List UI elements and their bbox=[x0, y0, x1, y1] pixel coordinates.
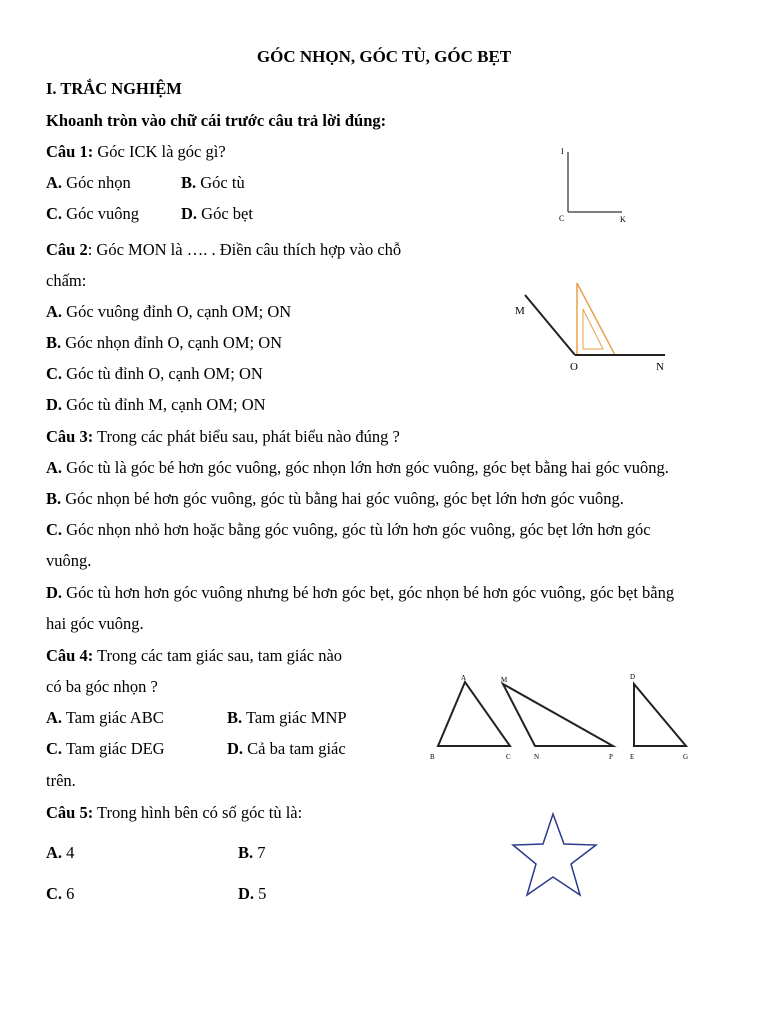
q2-option-c[interactable] bbox=[46, 364, 263, 384]
option-letter: D. bbox=[227, 739, 244, 758]
label-g: G bbox=[683, 753, 689, 761]
option-letter: C. bbox=[46, 364, 63, 383]
q4-option-d[interactable] bbox=[227, 739, 346, 759]
label-p: P bbox=[609, 753, 613, 761]
q4-option-d-cont: trên. bbox=[46, 771, 76, 790]
option-letter: B. bbox=[46, 333, 62, 352]
q5-option-c[interactable] bbox=[46, 884, 74, 904]
option-text: Góc tù bbox=[200, 173, 245, 192]
option-text: Góc nhọn bbox=[66, 173, 131, 192]
option-letter: B. bbox=[238, 843, 254, 862]
label-b: B bbox=[430, 753, 435, 761]
option-text: Góc tù đỉnh M, cạnh OM; ON bbox=[66, 395, 266, 414]
label-n: N bbox=[656, 361, 664, 373]
q1-option-d[interactable] bbox=[181, 204, 253, 224]
option-text: Góc tù hơn hơn góc vuông nhưng bé hơn góc bẹt, góc nhọn bé hơn góc vuông, góc bẹt bằng bbox=[66, 583, 675, 602]
triangles-figure bbox=[425, 670, 700, 765]
q4-option-a[interactable] bbox=[46, 708, 164, 728]
q3-option-a[interactable] bbox=[46, 458, 669, 478]
option-text: Góc nhọn bé hơn góc vuông, góc tù bằng hai góc vuông, góc bẹt lớn hơn góc vuông. bbox=[65, 489, 624, 508]
q4-label: Câu 4: bbox=[46, 646, 94, 665]
label-c2: C bbox=[506, 753, 511, 761]
q2-prompt bbox=[46, 240, 401, 260]
option-text: Góc tù là góc bé hơn góc vuông, góc nhọn lớn hơn góc vuông, góc bẹt bằng hai góc vuông. bbox=[66, 458, 669, 477]
option-text: 6 bbox=[66, 884, 75, 903]
q2-prompt-cont: chấm: bbox=[46, 271, 87, 290]
label-k: K bbox=[620, 215, 626, 224]
q3-option-c-cont: vuông. bbox=[46, 551, 92, 570]
q1-label: Câu 1: bbox=[46, 142, 94, 161]
q1-option-b[interactable] bbox=[181, 173, 245, 193]
q3-option-b[interactable] bbox=[46, 489, 624, 509]
option-letter: A. bbox=[46, 173, 63, 192]
option-letter: D. bbox=[46, 395, 63, 414]
option-letter: A. bbox=[46, 458, 63, 477]
option-letter: C. bbox=[46, 520, 63, 539]
label-o: O bbox=[570, 361, 578, 373]
q3-option-c[interactable] bbox=[46, 520, 651, 540]
option-text: Góc vuông bbox=[66, 204, 140, 223]
triangle-mnp bbox=[503, 684, 613, 746]
option-text: 5 bbox=[258, 884, 267, 903]
option-text: 7 bbox=[257, 843, 266, 862]
option-text: Góc bẹt bbox=[201, 204, 253, 223]
star-shape bbox=[513, 814, 596, 895]
option-text: 4 bbox=[66, 843, 75, 862]
q3-label: Câu 3: bbox=[46, 427, 94, 446]
option-text: Góc nhọn đỉnh O, cạnh OM; ON bbox=[65, 333, 283, 352]
q3-option-d-cont: hai góc vuông. bbox=[46, 614, 144, 633]
option-text: Cả ba tam giác bbox=[247, 739, 346, 758]
label-e: E bbox=[630, 753, 635, 761]
option-text: Tam giác MNP bbox=[245, 708, 347, 727]
q4-prompt-cont: có ba góc nhọn ? bbox=[46, 677, 158, 696]
q3-option-d[interactable] bbox=[46, 583, 674, 603]
q4-text: Trong các tam giác sau, tam giác nào bbox=[97, 646, 343, 665]
q4-option-b[interactable] bbox=[227, 708, 347, 728]
option-text: Tam giác DEG bbox=[65, 739, 165, 758]
option-letter: B. bbox=[181, 173, 197, 192]
label-m2: M bbox=[501, 676, 508, 684]
worksheet-title: GÓC NHỌN, GÓC TÙ, GÓC BẸT bbox=[256, 47, 512, 66]
q5-prompt bbox=[46, 803, 302, 823]
q2-option-d[interactable] bbox=[46, 395, 266, 415]
option-letter: A. bbox=[46, 302, 63, 321]
q4-prompt bbox=[46, 646, 342, 666]
q5-text: Trong hình bên có số góc tù là: bbox=[97, 803, 303, 822]
label-d: D bbox=[630, 673, 636, 681]
section-heading: I. TRẮC NGHIỆM bbox=[46, 79, 182, 98]
option-text: Góc vuông đỉnh O, cạnh OM; ON bbox=[66, 302, 292, 321]
triangle-deg bbox=[634, 684, 686, 746]
option-letter: B. bbox=[227, 708, 243, 727]
option-letter: B. bbox=[46, 489, 62, 508]
q1-option-a[interactable] bbox=[46, 173, 131, 193]
q5-label: Câu 5: bbox=[46, 803, 94, 822]
option-letter: C. bbox=[46, 204, 63, 223]
label-n2: N bbox=[534, 753, 540, 761]
q1-text: Góc ICK là góc gì? bbox=[97, 142, 226, 161]
q2-label: Câu 2 bbox=[46, 240, 88, 259]
option-text: Góc nhọn nhỏ hơn hoặc bằng góc vuông, góc tù lớn hơn góc vuông, góc bẹt lớn hơn góc bbox=[66, 520, 651, 539]
option-letter: A. bbox=[46, 708, 63, 727]
label-m: M bbox=[515, 305, 525, 317]
q2-text: : Góc MON là …. . Điền câu thích hợp vào chỗ bbox=[87, 240, 402, 259]
option-letter: C. bbox=[46, 739, 63, 758]
label-c: C bbox=[559, 214, 565, 223]
set-square-inner bbox=[583, 309, 603, 349]
q2-option-a[interactable] bbox=[46, 302, 291, 322]
star-figure bbox=[505, 808, 605, 903]
label-a: A bbox=[461, 674, 467, 682]
q3-prompt bbox=[46, 427, 400, 447]
option-letter: C. bbox=[46, 884, 63, 903]
q5-option-b[interactable] bbox=[238, 843, 266, 863]
option-letter: D. bbox=[46, 583, 63, 602]
option-letter: A. bbox=[46, 843, 63, 862]
label-i: I bbox=[561, 147, 564, 156]
instruction: Khoanh tròn vào chữ cái trước câu trả lời đúng: bbox=[46, 111, 387, 130]
triangle-abc bbox=[438, 682, 510, 746]
q1-option-c[interactable] bbox=[46, 204, 139, 224]
q2-option-b[interactable] bbox=[46, 333, 282, 353]
q1-prompt bbox=[46, 142, 226, 162]
q3-text: Trong các phát biểu sau, phát biểu nào đúng ? bbox=[97, 427, 400, 446]
option-text: Tam giác ABC bbox=[65, 708, 164, 727]
option-text: Góc tù đỉnh O, cạnh OM; ON bbox=[66, 364, 263, 383]
q5-option-d[interactable] bbox=[238, 884, 266, 904]
q5-option-a[interactable] bbox=[46, 843, 74, 863]
set-square-angle-figure bbox=[505, 275, 680, 375]
right-angle-figure bbox=[550, 140, 640, 230]
q4-option-c[interactable] bbox=[46, 739, 165, 759]
option-letter: D. bbox=[238, 884, 255, 903]
option-letter: D. bbox=[181, 204, 198, 223]
